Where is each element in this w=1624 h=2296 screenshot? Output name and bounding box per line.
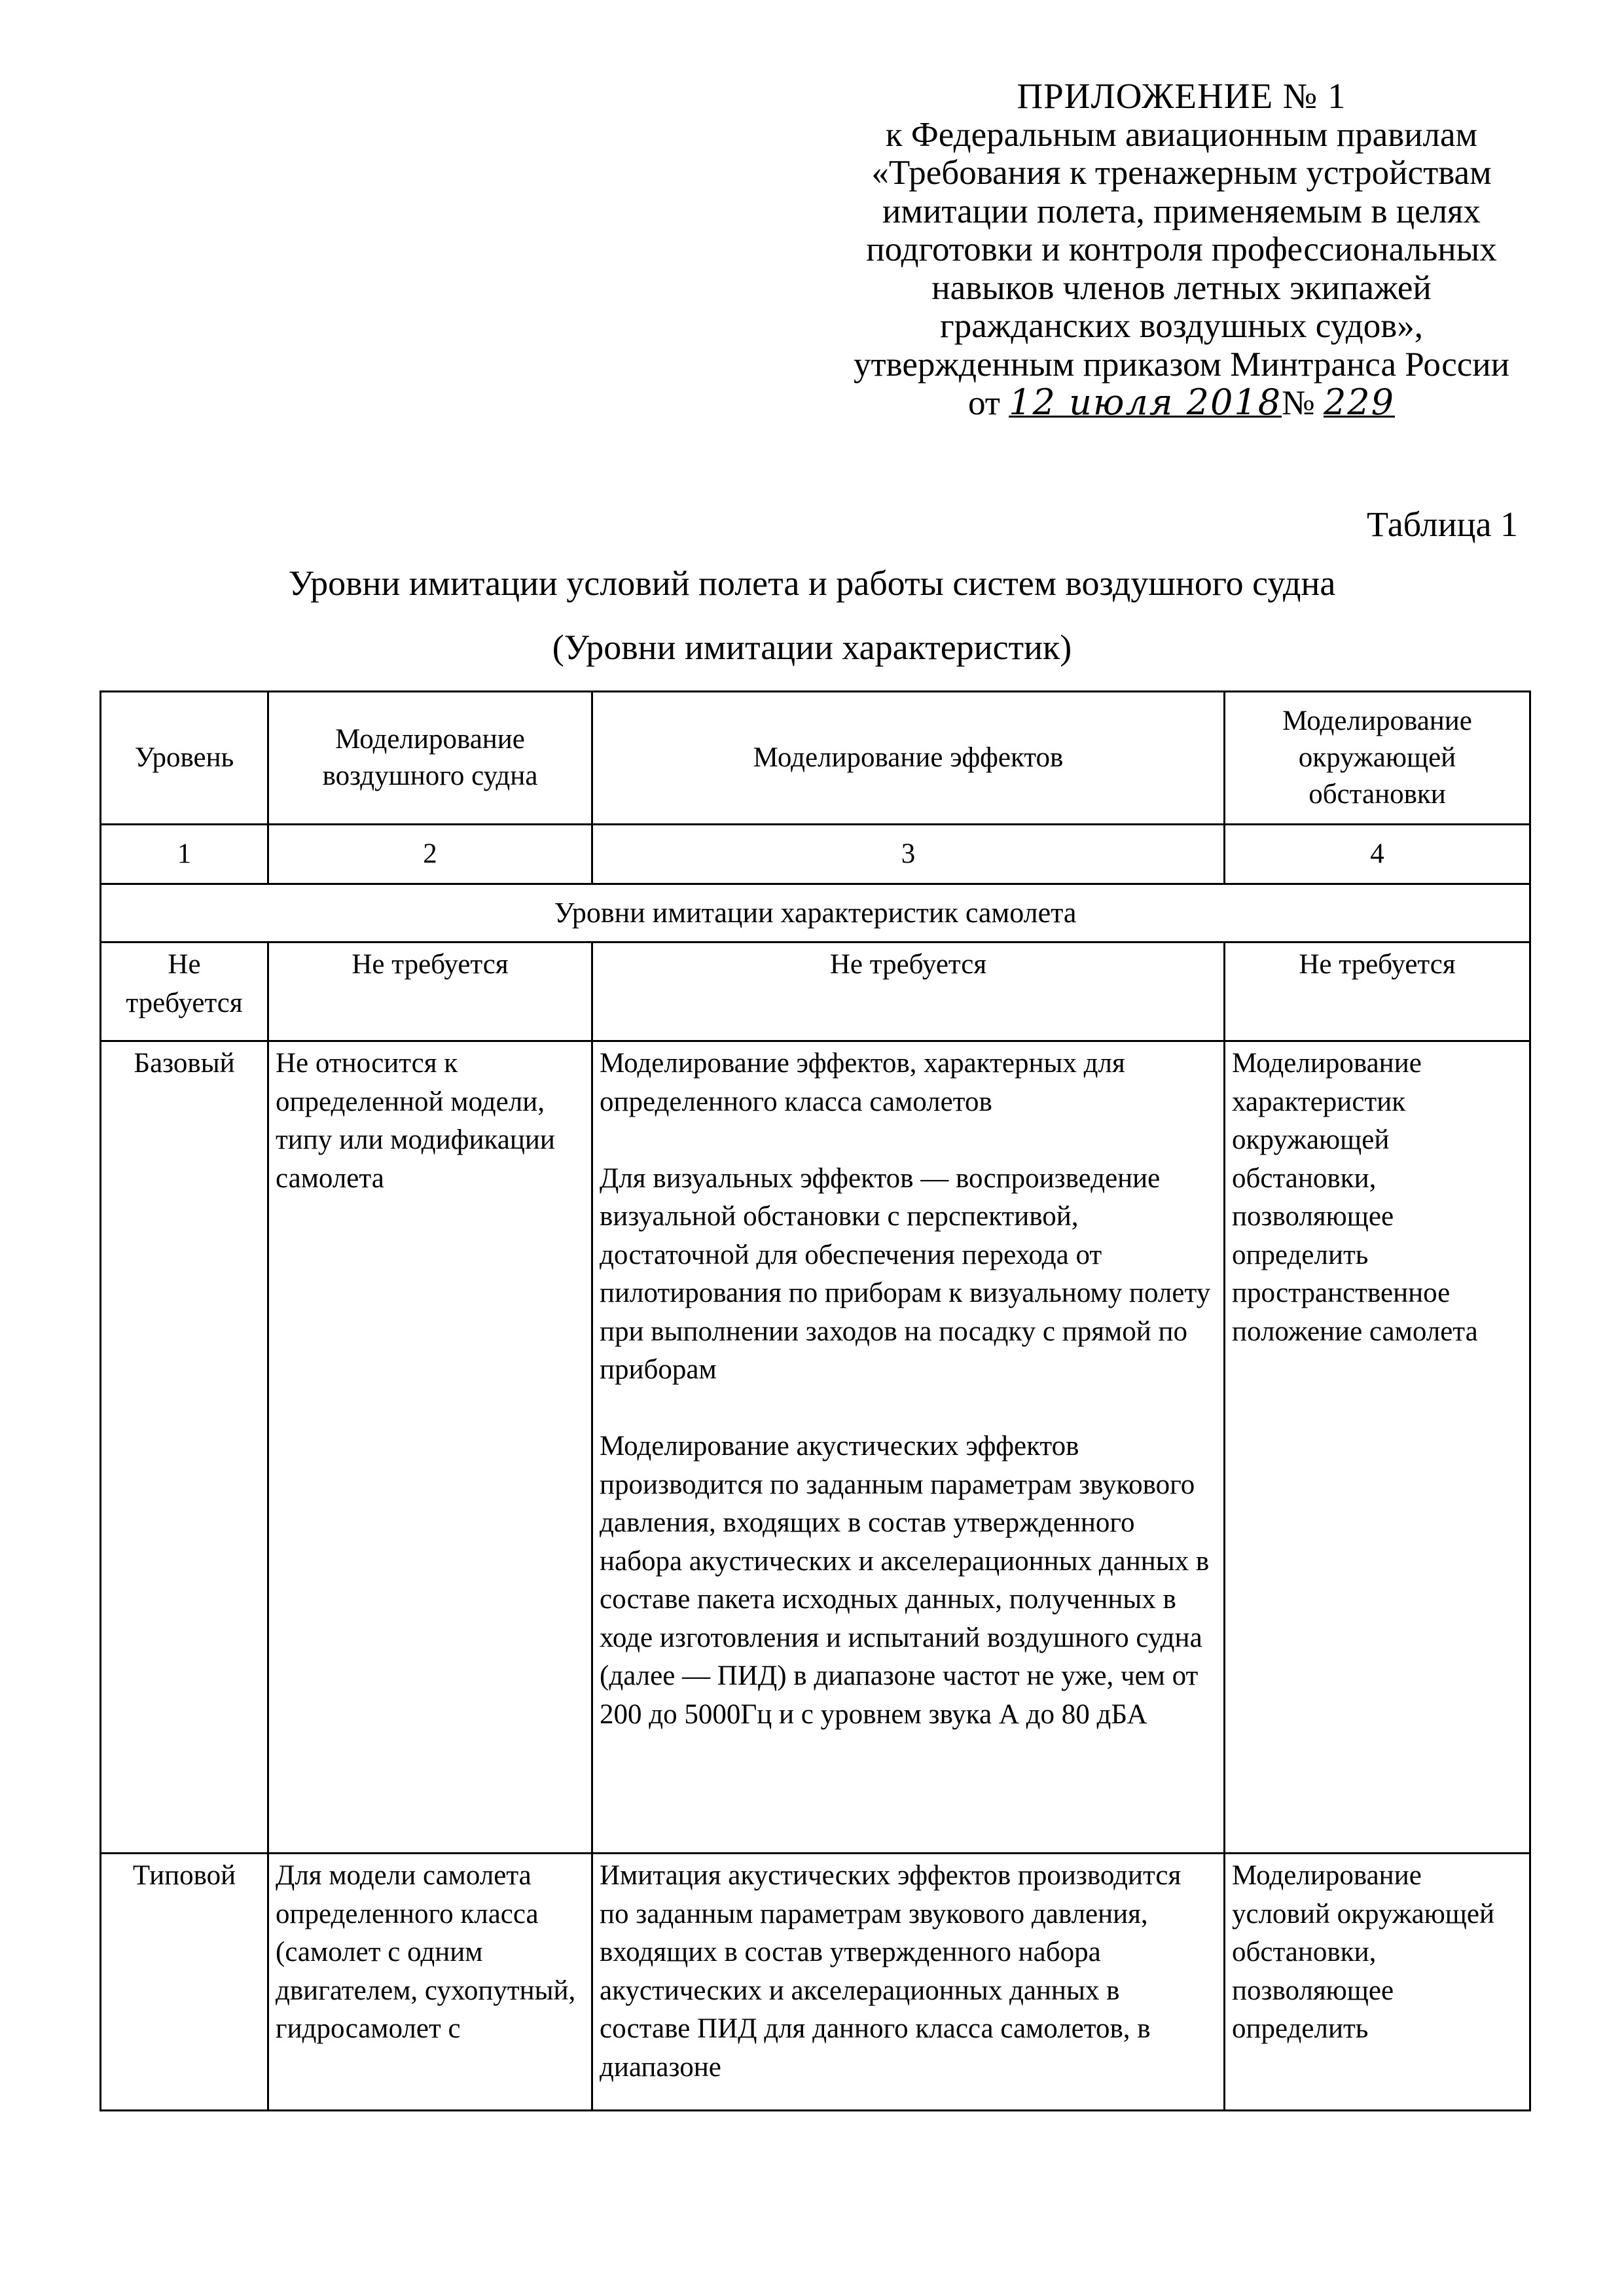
column-number: 4 (1225, 825, 1530, 884)
effects-paragraph: Моделирование акустических эффектов производится по заданным параметрам звукового давления, входящих в состав утвержденного набора акустических и акселерационных данных в составе пакета исходных данных, полученных в ходе изготовления и испытаний воздушного судна (далее — ПИД) в диапазоне частот не уже, чем от 200 до 5000Гц и с уровнем звука А до 80 дБА (600, 1431, 1210, 1730)
level-cell: Базовый (101, 1041, 268, 1854)
header-cell-environment: Моделирование окружающей обстановки (1225, 692, 1530, 825)
header-cell-level: Уровень (101, 692, 268, 825)
table-number: Таблица 1 (1367, 505, 1518, 544)
table-row (101, 1041, 1530, 1854)
number-prefix: № (1282, 384, 1315, 422)
effects-paragraph: Для визуальных эффектов — воспроизведение визуальной обстановки с перспективой, достаточной для обеспечения перехода от пилотирования по приборам к визуальному полету при выполнении заходов на посадку с прямой по приборам (600, 1162, 1211, 1385)
aircraft-cell: Не требуется (268, 942, 592, 1041)
environment-cell: Моделирование условий окружающей обстановки, позволяющее определить (1225, 1854, 1530, 2111)
environment-cell: Моделирование характеристик окружающей обстановки, позволяющее определить пространственное положение самолета (1225, 1041, 1530, 1854)
header-line: утвержденным приказом Минтранса России (854, 345, 1509, 384)
column-number: 1 (101, 825, 268, 884)
header-line: «Требования к тренажерным устройствам (871, 154, 1492, 192)
level-cell: Типовой (101, 1854, 268, 2111)
table-row (101, 1854, 1530, 2111)
appendix-header (753, 77, 1610, 423)
effects-cell (592, 1041, 1225, 1854)
header-cell-aircraft: Моделирование воздушного судна (268, 692, 592, 825)
table-title: Уровни имитации условий полета и работы систем воздушного судна (288, 564, 1336, 603)
section-title: Уровни имитации характеристик самолета (101, 884, 1530, 942)
date-prefix: от (967, 384, 1000, 422)
column-number-row (101, 825, 1530, 884)
order-date-line (753, 384, 1610, 423)
handwritten-date: 12 июля 2018 (1009, 382, 1282, 423)
aircraft-cell: Не относится к определенной модели, типу или модификации самолета (268, 1041, 592, 1854)
appendix-title: ПРИЛОЖЕНИЕ № 1 (1017, 76, 1346, 116)
header-line: подготовки и контроля профессиональных (866, 230, 1497, 268)
aircraft-cell: Для модели самолета определенного класса (самолет с одним двигателем, сухопутный, гидросамолет с (268, 1854, 592, 2111)
column-number: 2 (268, 825, 592, 884)
effects-cell: Имитация акустических эффектов производится по заданным параметрам звукового давления, входящих в состав утвержденного набора акустических и акселерационных данных в составе ПИД для данного класса самолетов, в диапазоне (592, 1854, 1225, 2111)
table-row (101, 942, 1530, 1041)
table-header-row (101, 692, 1530, 825)
levels-table (99, 691, 1531, 2111)
header-line: имитации полета, применяемым в целях (882, 192, 1481, 230)
header-line: навыков членов летных экипажей (931, 268, 1432, 307)
handwritten-number: 229 (1323, 382, 1396, 423)
effects-cell: Не требуется (592, 942, 1225, 1041)
effects-paragraph: Моделирование эффектов, характерных для определенного класса самолетов (600, 1048, 1125, 1117)
section-row (101, 884, 1530, 942)
environment-cell: Не требуется (1225, 942, 1530, 1041)
table-subtitle: (Уровни имитации характеристик) (552, 628, 1072, 667)
header-line: к Федеральным авиационным правилам (885, 115, 1478, 154)
header-cell-effects: Моделирование эффектов (592, 692, 1225, 825)
level-cell: Не требуется (101, 942, 268, 1041)
header-line: гражданских воздушных судов», (940, 307, 1423, 345)
column-number: 3 (592, 825, 1225, 884)
